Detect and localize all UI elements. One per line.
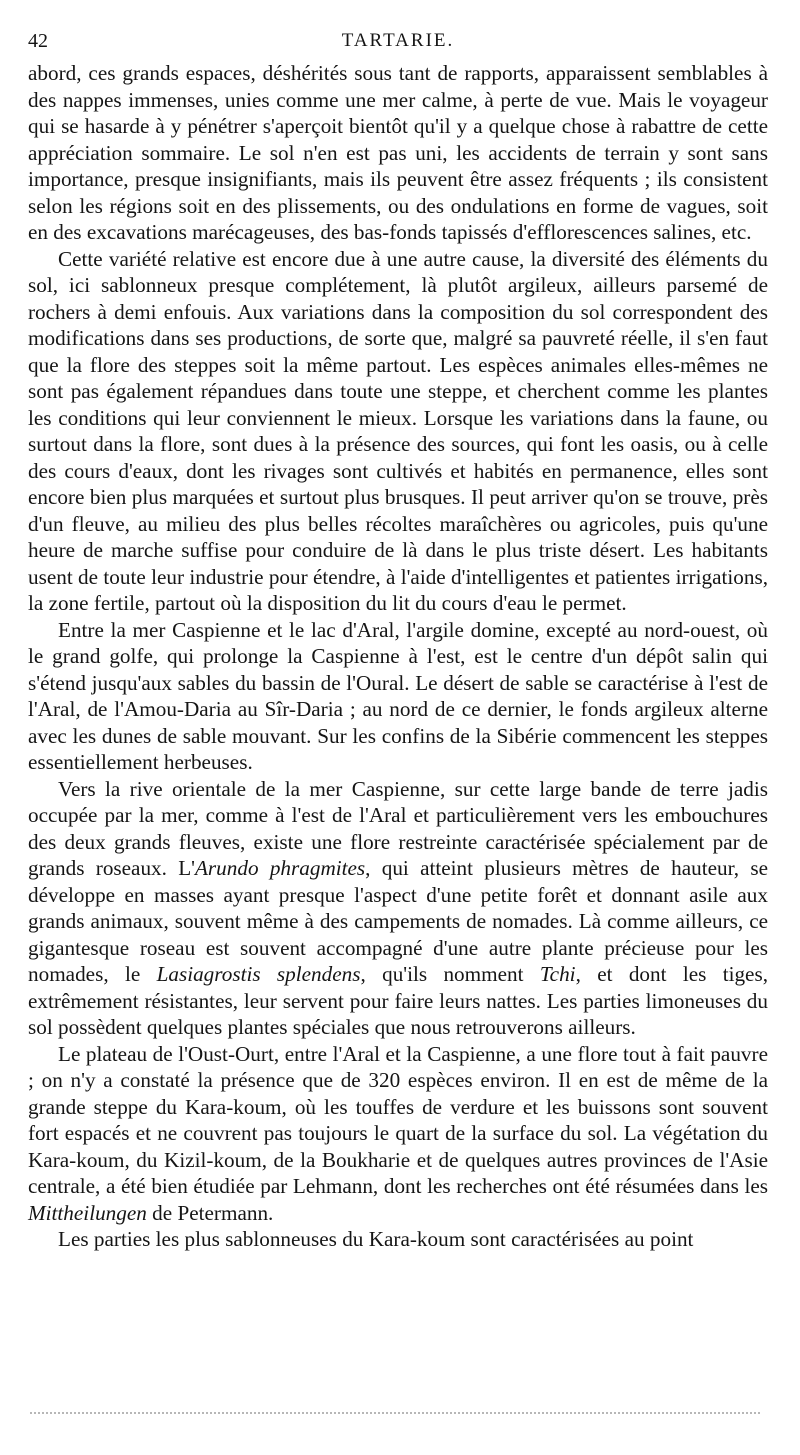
local-name-italic: Tchi [539,962,576,986]
text-run: abord, ces grands espaces, déshérités sous tant de rapports, apparaissent semblables à des nappes immenses, unies comme une mer calme, à perte de vue. Mais le voyageur qui se hasarde à y pénétrer s'aperçoit bientôt qu'il y a quelque chose à rabattre de cette appréciation sommaire. Le sol n'en est pas uni, les accidents de terrain y sont sans importance, presque insignifiants, mais ils peuvent être assez fréquents ; ils consistent selon les régions soit en des plissements, ou des ondulations en forme de vagues, soit en des excavations marécageuses, des bas-fonds tapissés d'efflorescences salines, etc. [28,61,768,244]
text-run: , et dont les tiges, extrêmement résistantes, leur servent pour faire leurs nattes. Les parties limoneuses du sol possèdent quelques plantes spéciales que nous retrouverons ailleurs. [28,962,769,1039]
paragraph-2 [28,246,768,617]
text-run: Les parties les plus sablonneuses du Kara-koum sont caractérisées au point [58,1227,694,1251]
paragraph-3 [28,617,768,776]
text-run: Entre la mer Caspienne et le lac d'Aral, l'argile domine, excepté au nord-ouest, où le grand golfe, qui prolonge la Caspienne à l'est, est le centre d'un dépôt salin qui s'étend jusqu'aux sables du bassin de l'Oural. Le désert de sable se caractérise à l'est de l'Aral, de l'Amou-Daria au Sîr-Daria ; au nord de ce dernier, le fonds argileux alterne avec les dunes de sable mouvant. Sur les confins de la Sibérie commencent les steppes essentiellement herbeuses. [28,617,768,774]
footer-dotted-rule [30,1412,760,1414]
text-run: Le plateau de l'Oust-Ourt, entre l'Aral et la Caspienne, a une flore tout à fait pauvre ; on n'y a constaté la présence que de 320 espèces environ. Il en est de même de la grande steppe du Kara-koum, où les touffes de verdure et les buissons sont souvent fort espacés et ne couvrent pas toujours le quart de la surface du sol. La végétation du Kara-koum, du Kizil-koum, de la Boukharie et de quelques autres provinces de l'Asie centrale, a été bien étudiée par Lehmann, dont les recherches ont été résumées dans les [28,1041,768,1198]
text-run: , qu'ils nomment [360,962,540,986]
text-run: , qui atteint plusieurs mètres de hauteur, se développe en masses ayant presque l'aspect d'une petite forêt et donnant asile aux grands animaux, souvent même à des campements de nomades. Là comme ailleurs, ce gigantesque roseau est souvent accompagné d'une autre plante précieuse pour les nomades, le [28,856,769,986]
paragraph-6 [28,1226,768,1253]
text-run: Vers la rive orientale de la mer Caspienne, sur cette large bande de terre jadis occupée par la mer, comme à l'est de l'Aral et particulièrement vers les embouchures des deux grands fleuves, existe une flore restreinte caractérisée spécialement par de grands roseaux. L' [28,776,768,880]
paragraph-4 [28,776,768,1041]
running-title: TARTARIE. [341,30,455,51]
body-text [28,60,768,1253]
page-header [28,28,768,60]
publication-title-italic: Mittheilungen [28,1200,147,1225]
paragraph-5 [28,1041,768,1227]
species-name-italic: Lasiagrostis splendens [156,962,361,986]
paragraph-1 [28,60,768,246]
page-number: 42 [28,30,48,52]
text-run: Cette variété relative est encore due à une autre cause, la diversité des éléments du sol, ici sablonneux presque complétement, là plutôt argileux, ailleurs parsemé de rochers à demi enfouis. Aux variations dans la composition du sol correspondent des modifications dans ses productions, de sorte que, malgré sa pauvreté réelle, il s'en faut que la flore des steppes soit la même partout. Les espèces animales elles-mêmes ne sont pas également répandues dans toute une steppe, et cherchent comme les plantes les conditions qui leur conviennent le mieux. Lorsque les variations dans la faune, ou surtout dans la flore, sont dues à la présence des sources, qui font les oasis, ou à celle des cours d'eaux, dont les rivages sont cultivés et habités en permanence, elles sont encore bien plus marquées et surtout plus brusques. Il peut arriver qu'on se trouve, près d'un fleuve, au milieu des plus belles récoltes maraîchères ou agricoles, puis qu'une heure de marche suffise pour conduire de là dans le plus triste désert. Les habitants usent de toute leur industrie pour étendre, à l'aide d'intelligentes et patientes irrigations, la zone fertile, partout où la disposition du lit du cours d'eau le permet. [28,246,768,615]
species-name-italic: Arundo phragmites [194,856,366,880]
text-run: de Petermann. [146,1200,274,1225]
book-page [28,28,768,1253]
